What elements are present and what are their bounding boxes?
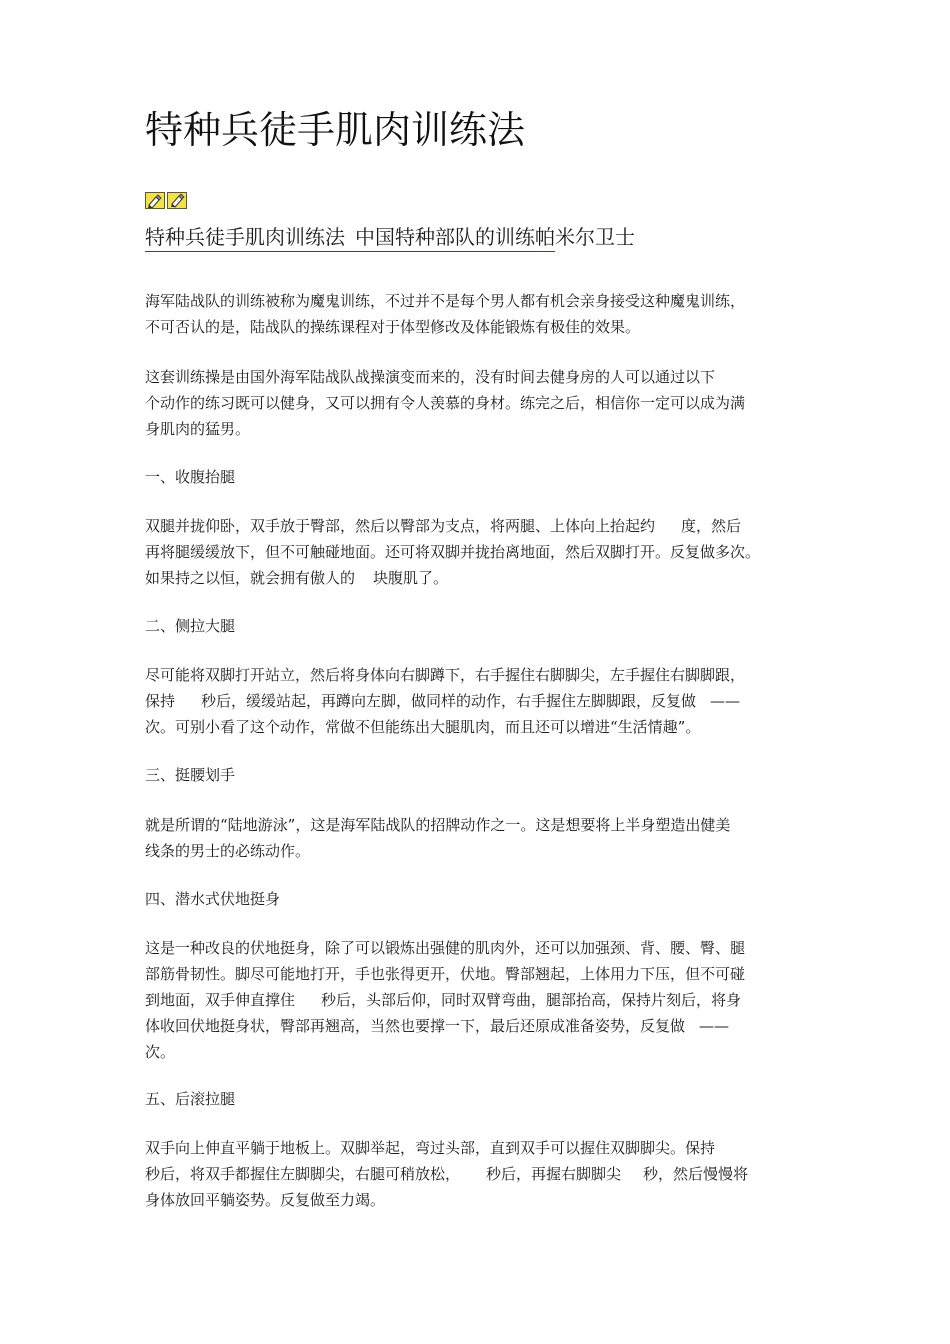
text-segment: —— [699, 1017, 730, 1035]
text-line: 这套训练操是由国外海军陆战队战操演变而来的，没有时间去健身房的人可以通过以下 [145, 368, 716, 386]
section-paragraph [145, 513, 815, 591]
text-line [145, 662, 815, 688]
intro-paragraph-1 [145, 288, 815, 340]
text-line [145, 838, 815, 864]
subtitle [145, 222, 635, 252]
section-paragraph [145, 662, 815, 740]
text-segment: 部筋骨韧性。脚尽可能地打开，手也张得更开，伏地。臀部翘起，上体用力下压，但不可碰 [145, 965, 746, 983]
section-heading: 五、后滚拉腿 [145, 1090, 236, 1108]
section-heading: 二、侧拉大腿 [145, 617, 236, 635]
section-heading: 四、潜水式伏地挺身 [145, 890, 281, 908]
text-segment: 尽可能将双脚打开站立，然后将身体向右脚蹲下，右手握住右脚脚尖，左手握住右脚脚跟， [145, 666, 746, 684]
subtitle-link-part-b: 中国特种部队的训练帕 [355, 225, 555, 249]
text-line: 身肌肉的猛男。 [145, 420, 251, 438]
text-segment: 秒后，再握右脚脚尖 [486, 1165, 622, 1183]
text-segment: 身体放回平躺姿势。反复做至力竭。 [145, 1191, 386, 1209]
text-segment: 度，然后 [681, 517, 742, 535]
text-segment: 如果持之以恒，就会拥有傲人的 [145, 569, 356, 587]
text-line: 海军陆战队的训练被称为魔鬼训练，不过并不是每个男人都有机会亲身接受这种魔鬼训练， [145, 292, 746, 310]
section-paragraph [145, 1135, 815, 1213]
text-segment: 这是一种改良的伏地挺身，除了可以锻炼出强健的肌肉外，还可以加强颈、背、腰、臀、腿 [145, 939, 746, 957]
section-paragraph [145, 812, 815, 864]
text-line [145, 1135, 815, 1161]
subtitle-plain-text: 米尔卫士 [555, 225, 635, 249]
text-segment: 到地面，双手伸直撑住 [145, 991, 296, 1009]
text-segment: 秒后，头部后仰，同时双臂弯曲，腿部抬高，保持片刻后，将身 [321, 991, 742, 1009]
edit-pencil-icon[interactable] [167, 192, 187, 209]
text-line [145, 513, 815, 539]
text-segment: 次。可别小看了这个动作，常做不但能练出大腿肌肉，而且还可以增进“生活情趣”。 [145, 718, 701, 736]
edit-pencil-icon[interactable] [145, 192, 165, 209]
text-line [145, 1039, 815, 1065]
text-segment: 秒后，将双手都握住左脚脚尖，右腿可稍放松， [145, 1165, 461, 1183]
text-line [145, 812, 815, 838]
document-title: 特种兵徒手肌肉训练法 [145, 108, 526, 152]
subtitle-link-part-a: 特种兵徒手肌肉训练法 [145, 225, 345, 249]
text-segment: 块腹肌了。 [373, 569, 449, 587]
text-segment: 再将腿缓缓放下，但不可触碰地面。还可将双脚并拢抬离地面，然后双脚打开。反复做多次。 [145, 543, 761, 561]
text-line [145, 688, 815, 714]
text-line [145, 1013, 815, 1039]
subtitle-link[interactable] [145, 223, 555, 252]
intro-paragraph-2 [145, 364, 815, 442]
section-heading: 三、挺腰划手 [145, 766, 236, 784]
text-line [145, 987, 815, 1013]
text-segment: 秒，然后慢慢将 [643, 1165, 749, 1183]
text-line [145, 1187, 815, 1213]
text-line: 个动作的练习既可以健身，又可以拥有令人羡慕的身材。练完之后，相信你一定可以成为满 [145, 394, 746, 412]
text-line [145, 714, 815, 740]
text-segment: 体收回伏地挺身状，臀部再翘高，当然也要撑一下，最后还原成准备姿势，反复做 [145, 1017, 686, 1035]
text-segment: 秒后，缓缓站起，再蹲向左脚，做同样的动作，右手握住左脚脚跟，反复做 [201, 692, 697, 710]
text-segment: 双手向上伸直平躺于地板上。双脚举起，弯过头部，直到双手可以握住双脚脚尖。保持 [145, 1139, 716, 1157]
text-line: 不可否认的是，陆战队的操练课程对于体型修改及体能锻炼有极佳的效果。 [145, 318, 641, 336]
text-segment: —— [710, 692, 741, 710]
text-line [145, 961, 815, 987]
text-line [145, 935, 815, 961]
edit-icon-row [145, 192, 187, 209]
text-line [145, 539, 815, 565]
section-paragraph [145, 935, 815, 1065]
text-segment: 双腿并拢仰卧，双手放于臀部，然后以臀部为支点，将两腿、上体向上抬起约 [145, 517, 656, 535]
section-heading: 一、收腹抬腿 [145, 468, 236, 486]
text-segment: 线条的男士的必练动作。 [145, 842, 311, 860]
text-segment: 次。 [145, 1043, 176, 1061]
text-line [145, 565, 815, 591]
text-segment: 就是所谓的“陆地游泳”，这是海军陆战队的招牌动作之一。这是想要将上半身塑造出健美 [145, 816, 731, 834]
text-segment: 保持 [145, 692, 176, 710]
text-line [145, 1161, 815, 1187]
